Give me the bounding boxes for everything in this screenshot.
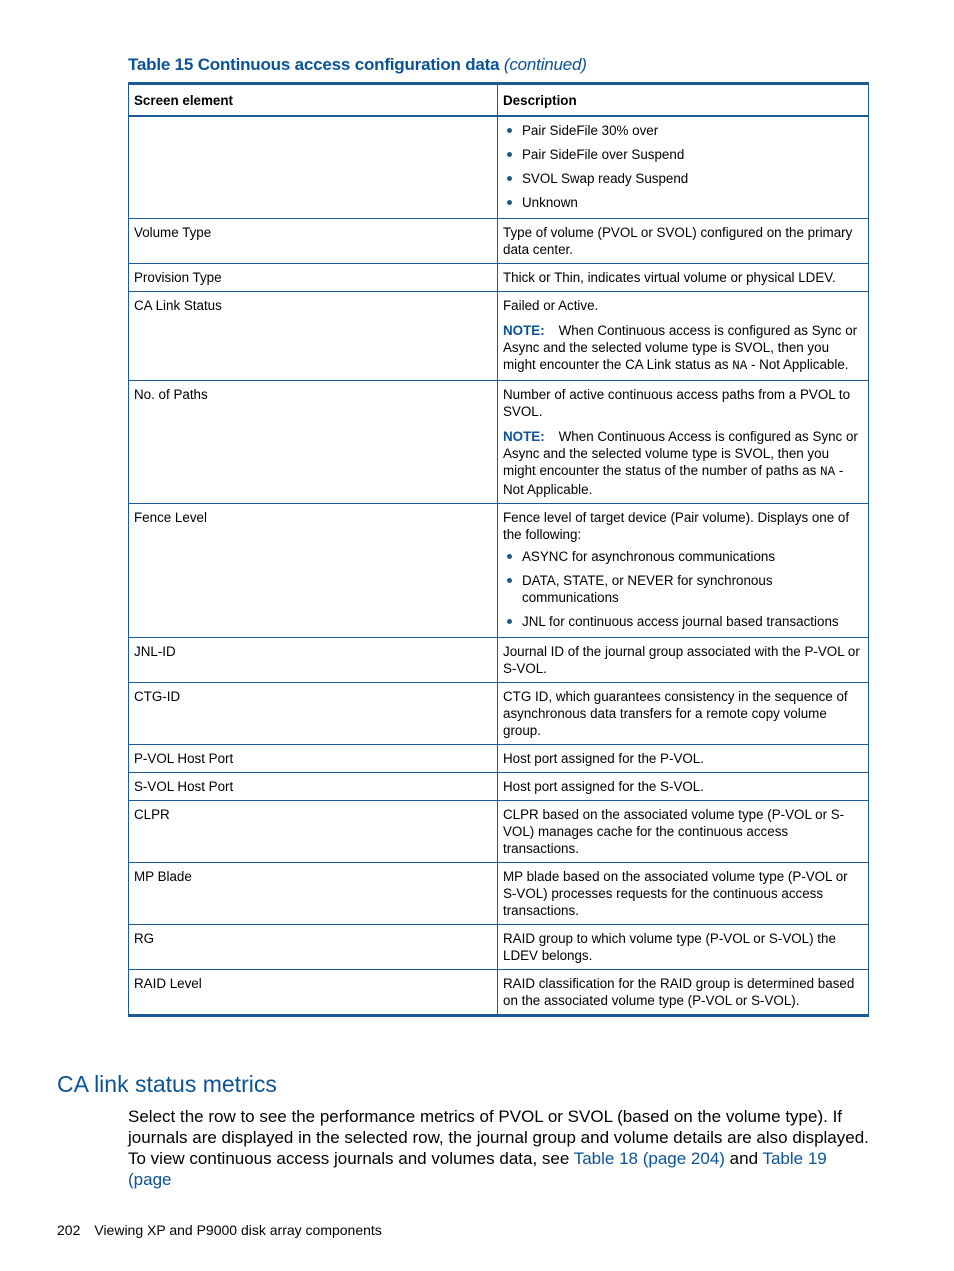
- screen-element-cell: RG: [129, 925, 498, 970]
- list-item-text: Pair SideFile 30% over: [522, 123, 659, 138]
- screen-element-cell: MP Blade: [129, 863, 498, 925]
- note-text-end: - Not Applicable.: [747, 357, 849, 372]
- header-description: Description: [498, 84, 869, 117]
- bullet-icon: [507, 578, 512, 583]
- table-row: [129, 801, 869, 863]
- list-item-text: Pair SideFile over Suspend: [522, 147, 685, 162]
- bullet-icon: [507, 128, 512, 133]
- note-label: NOTE:: [503, 323, 545, 338]
- description-text: RAID classification for the RAID group is determined based on the associated volume type (P-VOL or S-VOL).: [503, 976, 855, 1008]
- section-body-and: and: [724, 1149, 763, 1168]
- bullet-list: [503, 548, 863, 630]
- table-row: [129, 683, 869, 745]
- description-cell: [498, 381, 869, 504]
- description-cell: [498, 863, 869, 925]
- screen-element-cell: Fence Level: [129, 504, 498, 638]
- description-cell: [498, 116, 869, 219]
- table-row: [129, 116, 869, 219]
- screen-element-cell: P-VOL Host Port: [129, 745, 498, 773]
- description-cell: [498, 970, 869, 1016]
- table-body: [129, 116, 869, 1016]
- table-row: [129, 219, 869, 264]
- table-row: [129, 745, 869, 773]
- list-item-text: JNL for continuous access journal based transactions: [522, 614, 839, 629]
- description-text: Number of active continuous access paths from a PVOL to SVOL.: [503, 387, 851, 419]
- description-text: RAID group to which volume type (P-VOL or S-VOL) the LDEV belongs.: [503, 931, 836, 963]
- bullet-icon: [507, 619, 512, 624]
- section-body-text: Select the row to see the performance metrics of PVOL or SVOL (based on the volume type). If journals are displayed in the selected row, the journal group and volume details are also displayed. To view continuous access journals and volumes data, see: [128, 1107, 869, 1168]
- page-footer: [57, 1222, 382, 1238]
- page-number: 202: [57, 1222, 81, 1238]
- config-table: [128, 82, 869, 1017]
- list-item-text: SVOL Swap ready Suspend: [522, 171, 689, 186]
- screen-element-cell: Provision Type: [129, 264, 498, 292]
- list-item-text: ASYNC for asynchronous communications: [522, 549, 776, 564]
- screen-element-cell: No. of Paths: [129, 381, 498, 504]
- description-text: Journal ID of the journal group associated with the P-VOL or S-VOL.: [503, 644, 860, 676]
- description-cell: [498, 745, 869, 773]
- screen-element-cell: JNL-ID: [129, 638, 498, 683]
- list-item: [503, 613, 863, 630]
- note-text: When Continuous Access is configured as Sync or Async and the selected volume type is SVOL, then you might encounter the status of the number of paths as: [503, 429, 858, 478]
- table-header-row: [129, 84, 869, 117]
- bullet-icon: [507, 554, 512, 559]
- table-row: [129, 970, 869, 1016]
- screen-element-cell: S-VOL Host Port: [129, 773, 498, 801]
- section-title: CA link status metrics: [57, 1071, 277, 1097]
- description-text: MP blade based on the associated volume type (P-VOL or S-VOL) processes requests for the continuous access transactions.: [503, 869, 848, 918]
- section-body: [128, 1106, 873, 1190]
- screen-element-cell: RAID Level: [129, 970, 498, 1016]
- list-item: [503, 170, 863, 187]
- list-item: [503, 122, 863, 139]
- note-paragraph: [503, 428, 863, 498]
- list-item: [503, 548, 863, 565]
- note-code: NA: [732, 359, 748, 373]
- list-item-text: DATA, STATE, or NEVER for synchronous communications: [522, 573, 773, 605]
- table-19-link[interactable]: Table 19 (page: [128, 1149, 827, 1189]
- description-cell: [498, 219, 869, 264]
- description-text: Failed or Active.: [503, 298, 599, 313]
- table-row: [129, 863, 869, 925]
- bullet-icon: [507, 200, 512, 205]
- table-row: [129, 773, 869, 801]
- bullet-icon: [507, 152, 512, 157]
- list-item-text: Unknown: [522, 195, 578, 210]
- screen-element-cell: Volume Type: [129, 219, 498, 264]
- table-18-link[interactable]: Table 18 (page 204): [573, 1149, 725, 1168]
- list-item: [503, 572, 863, 606]
- screen-element-cell: CTG-ID: [129, 683, 498, 745]
- description-text: Type of volume (PVOL or SVOL) configured on the primary data center.: [503, 225, 853, 257]
- table-row: [129, 504, 869, 638]
- description-text: Host port assigned for the P-VOL.: [503, 751, 704, 766]
- screen-element-cell: CLPR: [129, 801, 498, 863]
- description-cell: [498, 925, 869, 970]
- note-code: NA: [820, 465, 836, 479]
- table-row: [129, 292, 869, 381]
- description-cell: [498, 638, 869, 683]
- description-cell: [498, 801, 869, 863]
- table-row: [129, 638, 869, 683]
- table-caption: [128, 55, 587, 75]
- screen-element-cell: CA Link Status: [129, 292, 498, 381]
- description-text: Fence level of target device (Pair volume). Displays one of the following:: [503, 510, 850, 542]
- table-caption-label: Table 15 Continuous access configuration data: [128, 55, 500, 74]
- description-text: CTG ID, which guarantees consistency in the sequence of asynchronous data transfers for a remote copy volume group.: [503, 689, 848, 738]
- bullet-icon: [507, 176, 512, 181]
- description-text: Host port assigned for the S-VOL.: [503, 779, 704, 794]
- description-cell: [498, 773, 869, 801]
- table-row: [129, 381, 869, 504]
- footer-chapter: Viewing XP and P9000 disk array components: [94, 1222, 382, 1238]
- header-screen-element: Screen element: [129, 84, 498, 117]
- list-item: [503, 146, 863, 163]
- note-paragraph: [503, 322, 863, 375]
- description-cell: [498, 504, 869, 638]
- description-text: CLPR based on the associated volume type (P-VOL or S-VOL) manages cache for the continuous access transactions.: [503, 807, 845, 856]
- table-caption-continued: (continued): [503, 55, 587, 74]
- list-item: [503, 194, 863, 211]
- note-text-end: - Not Applicable.: [503, 463, 844, 497]
- description-text: Thick or Thin, indicates virtual volume or physical LDEV.: [503, 270, 836, 285]
- description-cell: [498, 683, 869, 745]
- bullet-list: [503, 122, 863, 211]
- screen-element-cell: [129, 116, 498, 219]
- table-row: [129, 264, 869, 292]
- note-text: When Continuous access is configured as Sync or Async and the selected volume type is SVOL, then you might encounter the CA Link status as: [503, 323, 858, 372]
- description-cell: [498, 292, 869, 381]
- table-row: [129, 925, 869, 970]
- description-cell: [498, 264, 869, 292]
- note-label: NOTE:: [503, 429, 545, 444]
